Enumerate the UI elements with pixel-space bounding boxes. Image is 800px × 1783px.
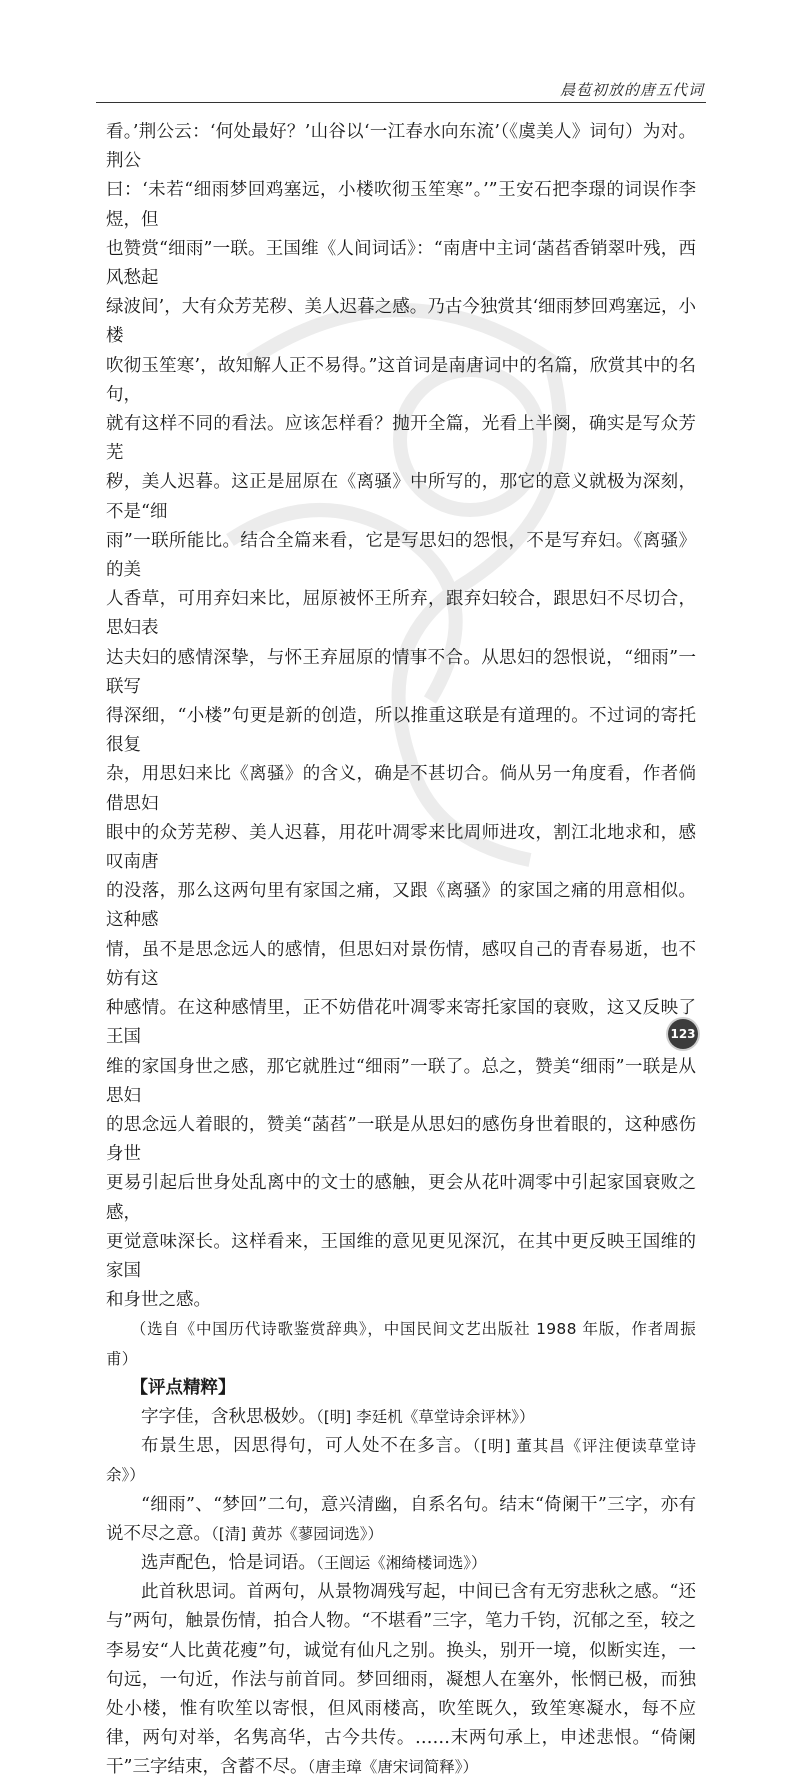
review-item [106,1491,696,1549]
review-text: 字字佳，含秋思极妙。 [141,1406,316,1427]
review-citation: （唐圭璋《唐宋词简释》） [307,1758,478,1777]
commentary-line: 的没落，那么这两句里有家国之痛，又跟《离骚》的家国之痛的用意相似。这种感 [106,881,696,931]
commentary-line: 绿波间’，大有众芳芜秽、美人迟暮之感。乃古今独赏其‘细雨梦回鸡塞远，小楼 [106,297,696,347]
commentary-line: 维的家国身世之感，那它就胜过“细雨”一联了。总之，赞美“细雨”一联是从思妇 [106,1056,696,1106]
commentary-line: 吹彻玉笙寒’，故知解人正不易得。”这首词是南唐词中的名篇，欣赏其中的名句， [106,355,696,405]
commentary-line: 情，虽不是思念远人的感情，但思妇对景伤情，感叹自己的青春易逝，也不妨有这 [106,939,696,989]
commentary-line: 就有这样不同的看法。应该怎样看？抛开全篇，光看上半阕，确实是写众芳芜 [106,414,696,464]
review-item [106,1432,696,1490]
commentary-line: 更易引起后世身处乱离中的文士的感触，更会从花叶凋零中引起家国衰败之感， [106,1173,696,1223]
review-item [106,1549,696,1578]
review-text: 选声配色，恰是词语。 [141,1552,316,1573]
header-rule [96,102,706,103]
review-text: 此首秋思词。首两句，从景物凋残写起，中间已含有无穷悲秋之感。“还与”两句，触景伤情，拍合人物。“不堪看”三字，笔力千钧，沉郁之至，较之李易安“人比黄花瘦”句，诚觉有仙凡之别。换头，别开一境，似断实连，一句远，一句近，作法与前首同。梦回细雨，凝想人在塞外，怅惘已极，而独处小楼，惟有吹笙以寄恨，但风雨楼高，吹笙既久，致笙寒凝水，每不应律，两句对举，名隽高华，古今共传。……末两句承上，申述悲恨。“倚阑干”三字结束，含蓄不尽。 [106,1582,696,1778]
commentary-line: 更觉意味深长。这样看来，王国维的意见更见深沉，在其中更反映王国维的家国 [106,1231,696,1281]
review-section-title: 【评点精粹】 [130,1377,236,1398]
review-citation: （王闿运《湘绮楼词选》） [316,1553,487,1572]
review-text: 布景生思，因思得句，可人处不在多言。 [141,1436,473,1457]
commentary-line: 达夫妇的感情深挚，与怀王弃屈原的情事不合。从思妇的怨恨说，“细雨”一联写 [106,647,696,697]
commentary-line: 得深细，“小楼”句更是新的创造，所以推重这联是有道理的。不过词的寄托很复 [106,706,696,756]
review-item [106,1578,696,1782]
commentary-line: 人香草，可用弃妇来比，屈原被怀王所弃，跟弃妇较合，跟思妇不尽切合，思妇表 [106,589,696,639]
commentary-line: 也赞赏“细雨”一联。王国维《人间词话》：“南唐中主词‘菡萏香销翠叶残，西风愁起 [106,238,696,289]
commentary-line: 和身世之感。 [106,1290,211,1311]
running-head-title: 晨苞初放的唐五代词 [559,81,704,99]
commentary-line: 杂，用思妇来比《离骚》的含义，确是不甚切合。倘从另一角度看，作者倘借思妇 [106,764,696,814]
page-number-badge: 123 [668,1019,698,1049]
page-body [106,118,696,1783]
commentary-line: 眼中的众芳芜秽、美人迟暮，用花叶凋零来比周师进攻，割江北地求和，感叹南唐 [106,822,696,873]
commentary-line: 秽，美人迟暮。这正是屈原在《离骚》中所写的，那它的意义就极为深刻，不是“细 [106,472,696,522]
commentary-line: 的思念远人着眼的，赞美“菡萏”一联是从思妇的感伤身世着眼的，这种感伤身世 [106,1114,696,1165]
commentary-line: 曰：‘未若“细雨梦回鸡塞远，小楼吹彻玉笙寒”。’”王安石把李璟的词误作李煜，但 [106,180,696,230]
review-text: “细雨”、“梦回”二句，意兴清幽，自系名句。结末“倚阑干”三字，亦有说不尽之意。 [106,1494,696,1544]
commentary-line: 种感情。在这种感情里，正不妨借花叶凋零来寄托家国的衰败，这又反映了王国 [106,998,696,1048]
review-citation: （[明] 董其昌《评注便读草堂诗余》） [106,1437,696,1485]
review-citation: （[清] 黄苏《蓼园词选》） [211,1524,384,1543]
commentary-line: 看。’荆公云：‘何处最好？’山谷以‘一江春水向东流’（《虞美人》词句）为对。荆公 [106,122,696,172]
commentary-line: 雨”一联所能比。结合全篇来看，它是写思妇的怨恨，不是写弃妇。《离骚》的美 [106,530,696,581]
source-attribution: （选自《中国历代诗歌鉴赏辞典》，中国民间文艺出版社 1988 年版，作者周振甫） [106,1320,696,1368]
review-item [106,1403,696,1432]
review-citation: （[明] 李廷机《草堂诗余评林》） [316,1407,535,1426]
